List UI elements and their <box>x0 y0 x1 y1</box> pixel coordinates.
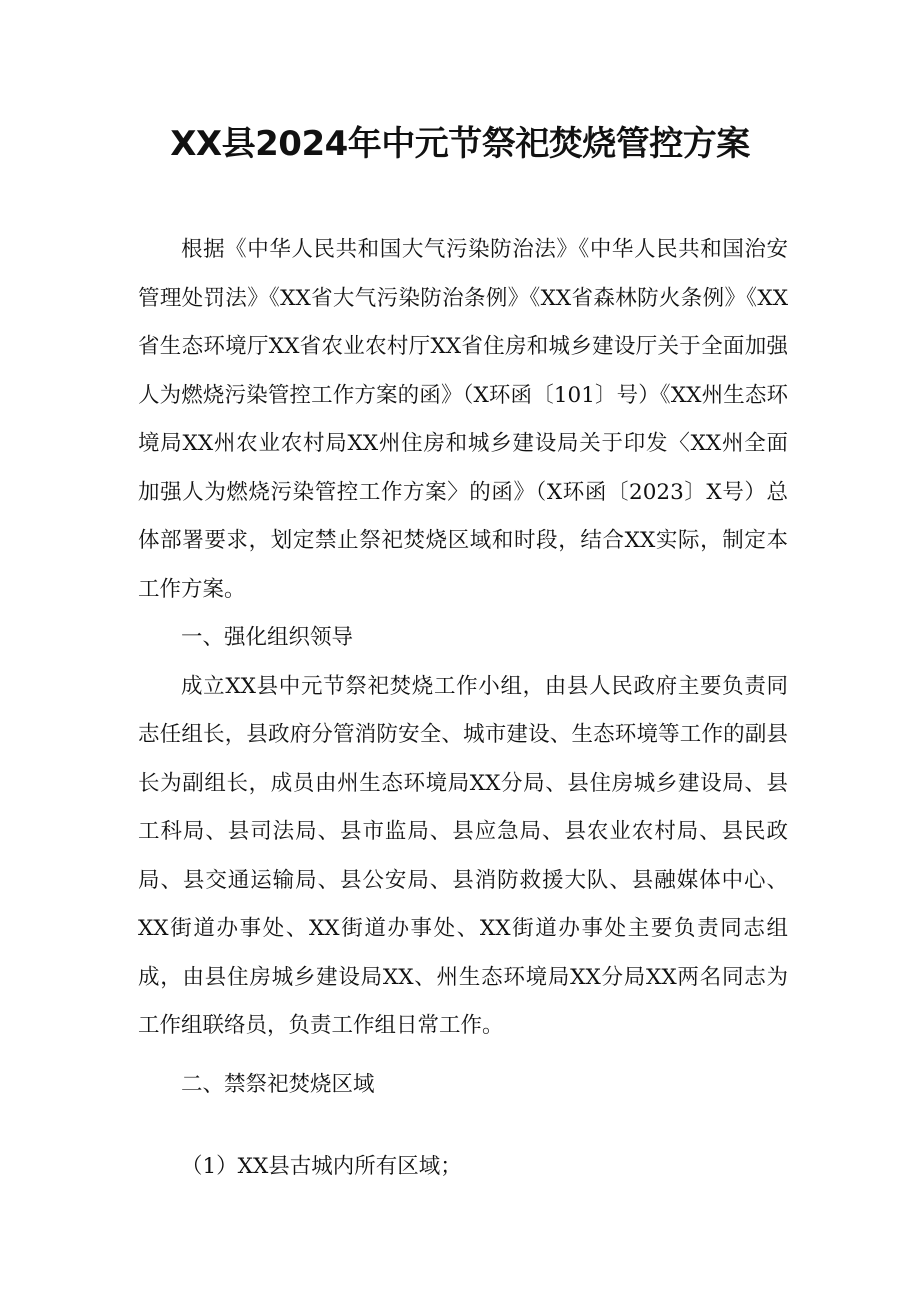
intro-paragraph: 根据《中华人民共和国大气污染防治法》《中华人民共和国治安管理处罚法》《XX省大气污染防治条例》《XX省森林防火条例》《XX省生态环境厅XX省农业农村厅XX省住房和城乡建设厅关于全面加强人为燃烧污染管控工作方案的函》（X环函〔101〕号）《XX州生态环境局XX州农业农村局XX州住房和城乡建设局关于印发〈XX州全面加强人为燃烧污染管控工作方案〉的函》（X环函〔2023〕X号）总体部署要求，划定禁止祭祀焚烧区域和时段，结合XX实际，制定本工作方案。 <box>138 237 788 602</box>
spacer <box>138 1051 788 1061</box>
section-1-paragraph: 成立XX县中元节祭祀焚烧工作小组，由县人民政府主要负责同志任组长，县政府分管消防安全、城市建设、生态环境等工作的副县长为副组长，成员由州生态环境局XX分局、县住房城乡建设局、县工科局、县司法局、县市监局、县应急局、县农业农村局、县民政局、县交通运输局、县公安局、县消防救援大队、县融媒体中心、XX街道办事处、XX街道办事处、XX街道办事处主要负责同志组成，由县住房城乡建设局XX、州生态环境局XX分局XX两名同志为工作组联络员，负责工作组日常工作。 <box>138 673 788 1038</box>
spacer <box>138 1109 788 1143</box>
section-2-heading: 二、禁祭祀焚烧区域 <box>181 1071 375 1097</box>
document-body <box>138 226 788 1192</box>
section-1-heading: 一、强化组织领导 <box>181 625 354 650</box>
document-title: XX县2024年中元节祭祀焚烧管控方案 <box>170 124 750 164</box>
list-item-1: （1）XX县古城内所有区域； <box>181 1154 462 1179</box>
